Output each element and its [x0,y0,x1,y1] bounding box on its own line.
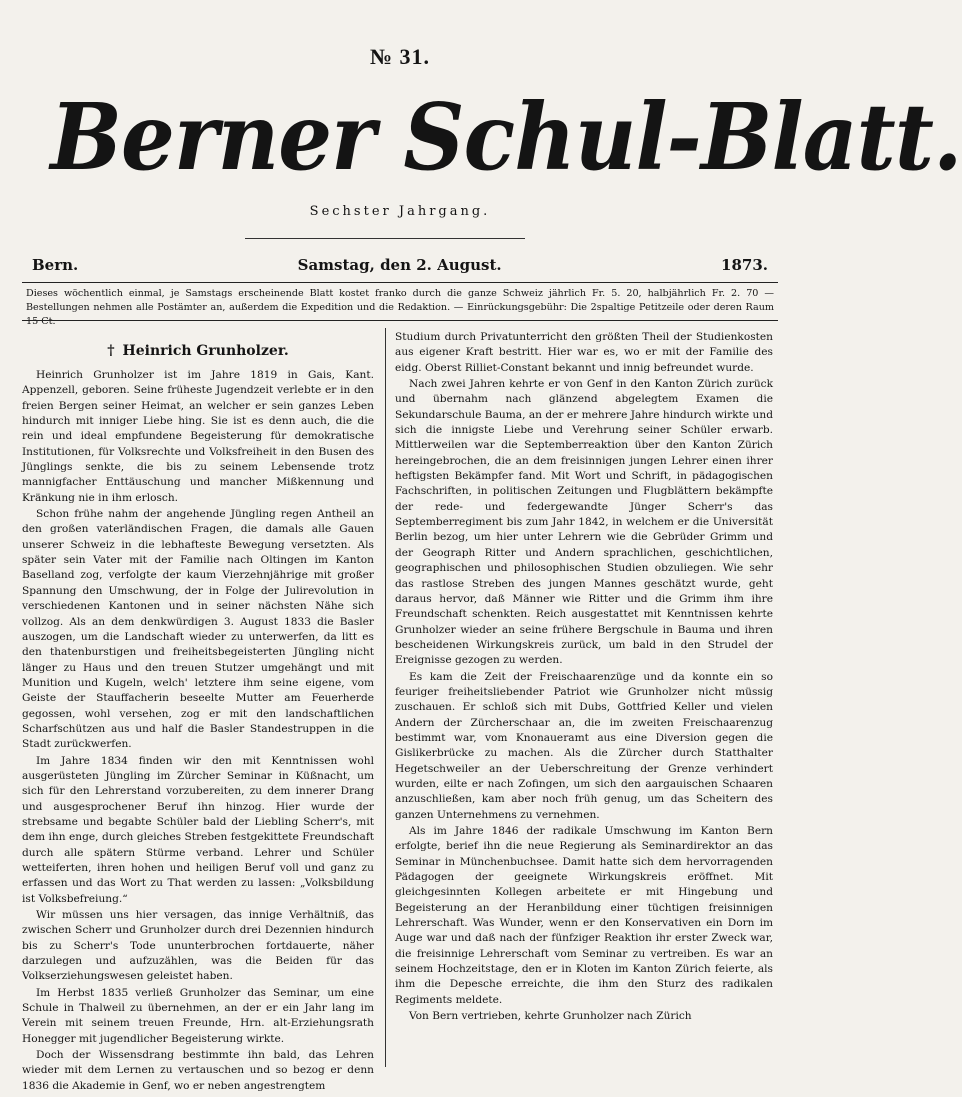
column-divider [385,328,386,1067]
article-column-right [395,330,773,1070]
notice-rule-top [22,282,778,283]
article-column-left [22,330,374,1092]
paragraph: Heinrich Grunholzer ist im Jahre 1819 in Gais, Kant. Appenzell, geboren. Seine früheste Jugendzeit verlebte er in den freien Bergen seiner Heimat, an welcher er sein ganzes Leben hindurch mit inniger Liebe hing. Sie ist es denn auch, die die rein und ideal empfundene Begeisterung für demokratische Institutionen, für Volksrechte und Volksfreiheit in den Busen des Jünglings senkte, die bis zu seinem Lebensende trotz mannigfacher Enttäuschung und mancher Mißkennung und Kränkung nie in ihm erlosch. [22,369,374,504]
obituary-cross-icon: † [107,343,115,359]
volume-subtitle: Sechster Jahrgang. [309,204,491,219]
masthead-title: Berner Schul-Blatt. [50,83,962,191]
paragraph: Doch der Wissensdrang bestimmte ihn bald, das Lehren wieder mit dem Lernen zu vertauschen und so bezog er denn 1836 die Akademie in Genf, wo er neben angestrengtem [22,1049,374,1092]
issue-number: № 31. [369,44,431,69]
paragraph: Studium durch Privatunterricht den größten Theil der Studienkosten aus eigener Kraft bestritt. Hier war es, wo er mit der Familie des eidg. Oberst Rilliet-Constant bekannt und innig befreundet wurde. [395,331,773,374]
place: Bern. [32,256,79,274]
paragraph: Schon frühe nahm der angehende Jüngling regen Antheil an den großen vaterländischen Fragen, die damals alle Gauen unserer Schweiz in die lebhafteste Bewegung versetzten. Als später sein Vater mit der Familie nach Oltingen im Kanton Baselland zog, verfolgte der kaum Vierzehnjährige mit großer Spannung den Umschwung, der in Folge der Julirevolution in verschiedenen Kantonen und in seiner nächsten Nähe sich vollzog. Als an dem denkwürdigen 3. August 1833 die Basler auszogen, um die Landschaft wieder zu unterwerfen, da litt es den thatenburstigen und freiheitsbegeisterten Jüngling nicht länger zu Haus und den treuen Stutzer umgehängt und mit Munition und Kugeln, welch' letztere ihm seine eigene, vom Geiste der Stauffacherin beseelte Mutter am Feuerherde gegossen, wohl versehen, zog er mit den landschaftlichen Scharfschützen aus und half die Basler Standestruppen in die Stadt zurückwerfen. [22,508,374,751]
paragraph: Im Jahre 1834 finden wir den mit Kenntnissen wohl ausgerüsteten Jüngling im Zürcher Seminar in Küßnacht, um sich für den Lehrerstand vorzubereiten, zu dem innerer Drang und ausgesprochener Beruf ihn hinzog. Hier wurde der strebsame und begabte Schüler bald der Liebling Scherr's, mit dem ihn enge, durch gleiches Streben festgekittete Freundschaft durch alle spätern Stürme verband. Lehrer und Schüler wetteiferten, ihren hohen und heiligen Beruf voll und ganz zu erfassen und das Wort zu That werden zu lassen: „Volksbildung ist Volksbefreiung.“ [22,754,374,905]
subtitle-rule [245,238,525,239]
article-title-text: Heinrich Grunholzer. [122,343,289,359]
subscription-notice: Dieses wöchentlich einmal, je Samstags erscheinende Blatt kostet franko durch die ganze Schweiz jährlich Fr. 5. 20, halbjährlich Fr. 2. 70 — Bestellungen nehmen alle Postämter an, außerdem die Expedition und die Redaktion. — Einrückungsgebühr: Die 2spaltige Petitzeile oder deren Raum 15 Ct. [26,288,774,327]
issue-year: 1873. [721,256,768,274]
dateline [32,254,768,276]
paragraph: Wir müssen uns hier versagen, das innige Verhältniß, das zwischen Scherr und Grunholzer durch drei Dezennien hindurch bis zu Scherr's Tode ununterbrochen fortdauerte, näher darzulegen und aufzuzählen, was die Beiden für das Volkserziehungswesen geleistet haben. [22,909,374,983]
notice-rule-bottom [22,320,778,321]
paragraph: Es kam die Zeit der Freischaarenzüge und da konnte ein so feuriger freiheitsliebender Patriot wie Grunholzer nicht müssig zuschauen. Er schloß sich mit Dubs, Gottfried Keller und vielen Andern der Zürcherschaar an, die im zweiten Freischaarenzug bestimmt war, vom Knonaueramt aus eine Diversion gegen die Gislikerbrücke zu machen. Als die Zürcher durch Statthalter Hegetschweiler an der Ueberschreitung der Grenze verhindert wurden, eilte er nach Zofingen, um sich den aargauischen Schaaren anzuschließen, kam aber noch früh genug, um das Scheitern des ganzen Unternehmens zu vernehmen. [395,670,773,821]
paragraph: Im Herbst 1835 verließ Grunholzer das Seminar, um eine Schule in Thalweil zu übernehmen, an der er ein Jahr lang im Verein mit seinem treuen Freunde, Hrn. alt-Erziehungsrath Honegger mit jugendlicher Begeisterung wirkte. [22,986,374,1045]
paragraph: Von Bern vertrieben, kehrte Grunholzer nach Zürich [409,1010,692,1023]
paragraph: Als im Jahre 1846 der radikale Umschwung im Kanton Bern erfolgte, berief ihn die neue Regierung als Seminardirektor an das Seminar in Münchenbuchsee. Damit hatte sich dem hervorragenden Pädagogen der geeignete Wirkungskreis eröffnet. Mit gleichgesinnten Kollegen arbeitete er mit Hingebung und Begeisterung an der Heranbildung einer tüchtigen freisinnigen Lehrerschaft. Was Wunder, wenn er den Konservativen ein Dorn im Auge war und daß nach der fünfziger Reaktion ihr erster Zweck war, die freisinnige Lehrerschaft vom Seminar zu vertreiben. Es war an seinem Hochzeitstage, den er in Kloten im Kanton Zürich feierte, als ihm die Depesche erreichte, die ihm den Sturz des radikalen Regiments meldete. [395,825,773,1006]
article-title [22,340,374,362]
paragraph: Nach zwei Jahren kehrte er von Genf in den Kanton Zürich zurück und übernahm nach glänzend abgelegtem Examen die Sekundarschule Bauma, an der er mehrere Jahre hindurch wirkte und sich die innigste Liebe und Verehrung seiner Schüler erwarb. Mittlerweilen war die Septemberreaktion über den Kanton Zürich hereingebrochen, die an dem freisinnigen jungen Lehrer einen ihrer heftigsten Bekämpfer fand. Mit Wort und Schrift, in pädagogischen Fachschriften, in politischen Zeitungen und Flugblättern bekämpfte der rede- und federgewandte Jünger Scherr's das Septemberregiment bis zum Jahr 1842, in welchem er die Universität Berlin bezog, um hier unter Lehrern wie die Gebrüder Grimm und der Geograph Ritter und Andern sprachlichen, geschichtlichen, geographischen und philosophischen Studien obzuliegen. Wie sehr das rastlose Streben des jungen Mannes geschätzt wurde, geht daraus hervor, daß Männer wie Ritter und die Grimm ihm ihre Freundschaft schenkten. Reich ausgestattet mit Kenntnissen kehrte Grunholzer wieder an seine frühere Bergschule in Bauma und ihren bescheidenen Wirkungskreis zurück, um bald in den Strudel der Ereignisse gezogen zu werden. [395,378,773,667]
issue-date: Samstag, den 2. August. [297,256,502,274]
